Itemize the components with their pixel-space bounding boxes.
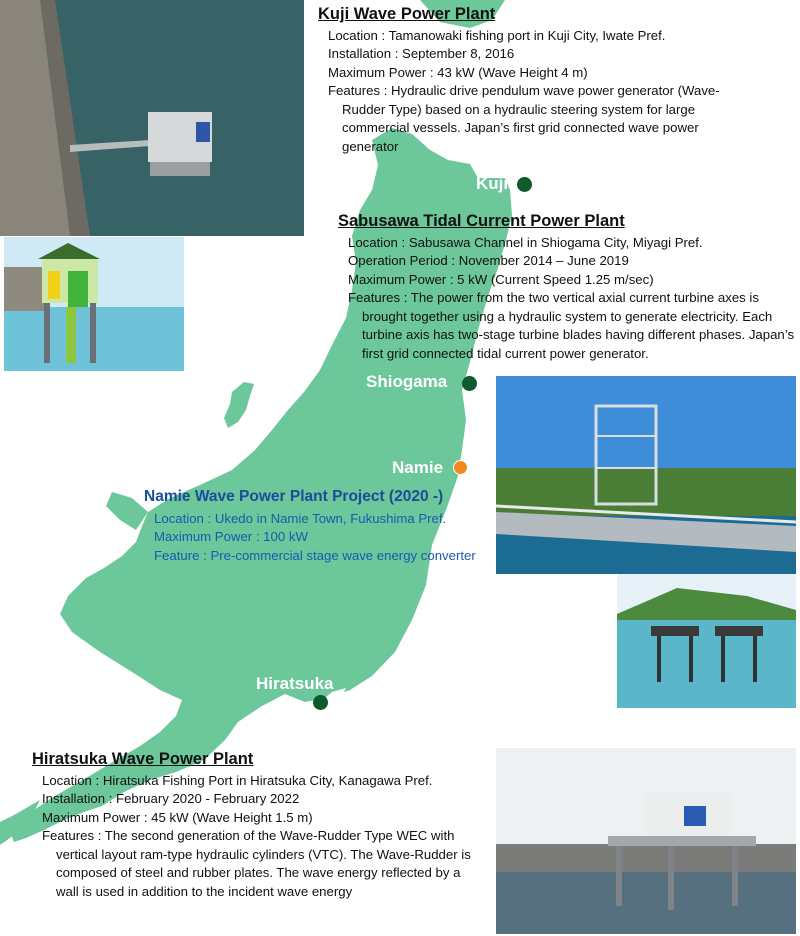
city-label-hiratsuka: Hiratsuka bbox=[256, 674, 334, 693]
namie-max-power: Maximum Power : 100 kW bbox=[154, 529, 308, 544]
sabusawa-photo bbox=[496, 376, 796, 574]
sabusawa-info bbox=[338, 212, 798, 363]
hiratsuka-title: Hiratsuka Wave Power Plant bbox=[32, 750, 254, 768]
namie-marker bbox=[453, 460, 468, 475]
sabusawa-max-power: Maximum Power : 5 kW (Current Speed 1.25 m/sec) bbox=[348, 271, 654, 287]
kuji-illustration bbox=[4, 237, 184, 371]
hiratsuka-photo bbox=[496, 748, 796, 934]
hiratsuka-features: Features : The second generation of the Wave-Rudder Type WEC with vertical layout ram-type hydraulic cylinders (VTC). The Wave-Rudder is composed of steel and rubber plates. The wave energy reflected by a wall is used in addition to the incident wave energy bbox=[42, 828, 471, 899]
hiratsuka-info bbox=[32, 750, 482, 901]
sado-island bbox=[224, 382, 254, 428]
noto-peninsula bbox=[106, 492, 148, 530]
sabusawa-location: Location : Sabusawa Channel in Shiogama City, Miyagi Pref. bbox=[348, 234, 703, 250]
kuji-title: Kuji Wave Power Plant bbox=[318, 5, 496, 23]
hiratsuka-installation: Installation : February 2020 - February 2022 bbox=[42, 791, 300, 806]
city-label-kuji: Kuji bbox=[476, 174, 509, 193]
shiogama-marker bbox=[462, 376, 477, 391]
kuji-location: Location : Tamanowaki fishing port in Kuji City, Iwate Pref. bbox=[328, 27, 666, 43]
city-label-shiogama: Shiogama bbox=[366, 372, 448, 391]
sabusawa-features: Features : The power from the two vertical axial current turbine axes is brought together using a hydraulic system to generate electricity. Each turbine axis has two-stage turbine blades having different phases. Japan’s first grid connected tidal current power generator. bbox=[348, 290, 795, 361]
kuji-marker bbox=[517, 177, 532, 192]
kuji-photo bbox=[0, 0, 304, 236]
namie-title: Namie Wave Power Plant Project (2020 -) bbox=[144, 488, 444, 505]
namie-feature: Feature : Pre-commercial stage wave energy converter bbox=[154, 547, 476, 563]
sabusawa-illustration bbox=[617, 574, 796, 708]
hiratsuka-location: Location : Hiratsuka Fishing Port in Hiratsuka City, Kanagawa Pref. bbox=[42, 772, 433, 788]
kuji-installation: Installation : September 8, 2016 bbox=[328, 46, 515, 61]
city-label-namie: Namie bbox=[392, 458, 444, 477]
hiratsuka-max-power: Maximum Power : 45 kW (Wave Height 1.5 m) bbox=[42, 809, 313, 825]
kuji-features: Features : Hydraulic drive pendulum wave power generator (Wave-Rudder Type) based on a hydraulic steering system for large commercial vessels. Japan’s first grid connected wave power generator bbox=[328, 83, 720, 154]
sabusawa-period: Operation Period : November 2014 – June 2019 bbox=[348, 253, 629, 268]
sabusawa-title: Sabusawa Tidal Current Power Plant bbox=[338, 212, 625, 230]
namie-info bbox=[144, 488, 484, 565]
kuji-max-power: Maximum Power : 43 kW (Wave Height 4 m) bbox=[328, 64, 588, 80]
kuji-info bbox=[318, 5, 758, 156]
namie-location: Location : Ukedo in Namie Town, Fukushima Pref. bbox=[154, 510, 447, 526]
hiratsuka-marker bbox=[313, 695, 328, 710]
